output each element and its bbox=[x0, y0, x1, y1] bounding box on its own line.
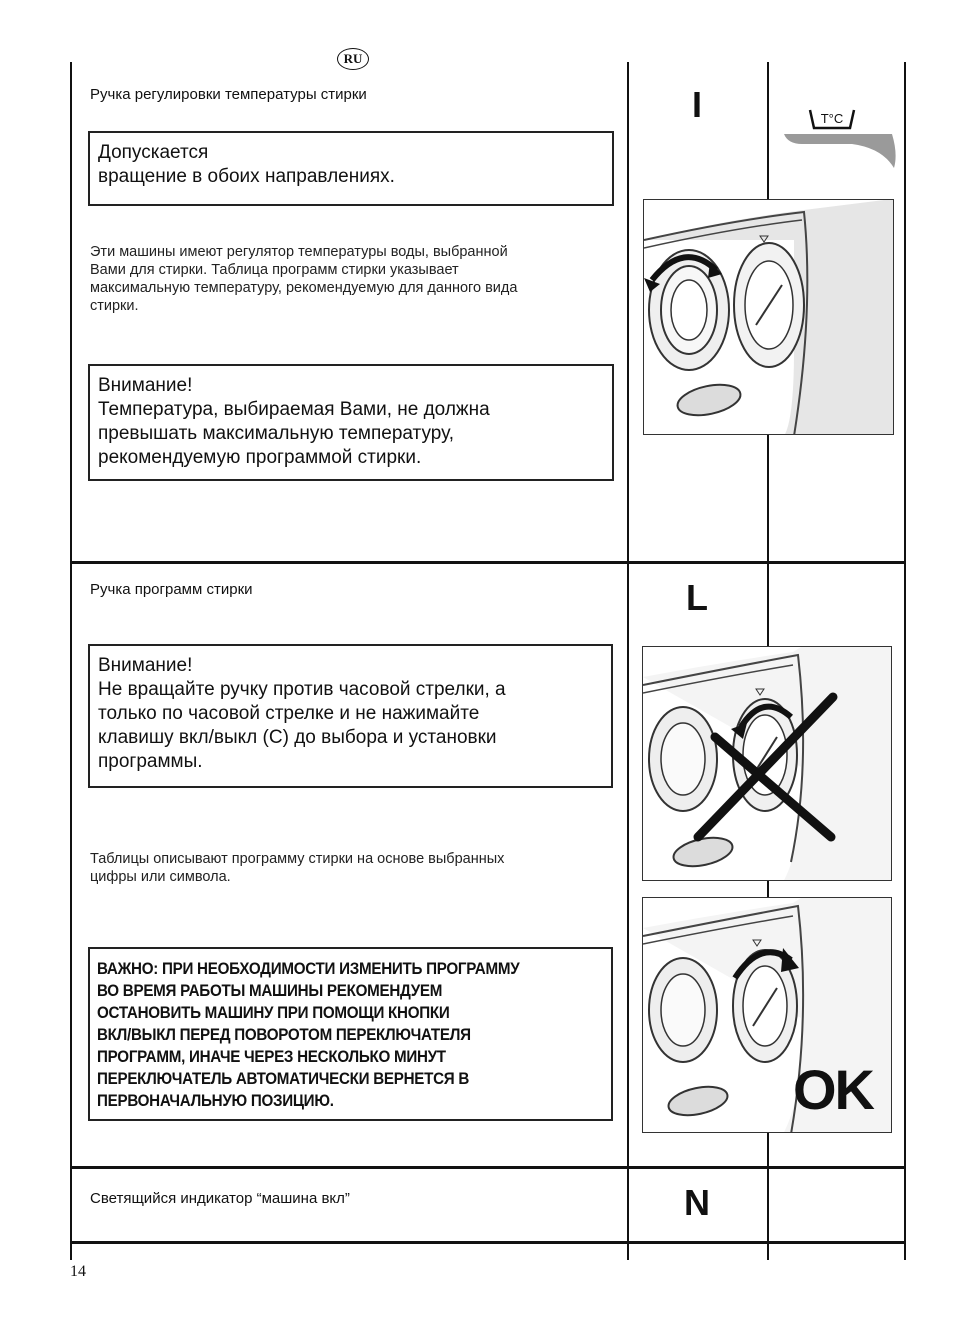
important-line: ПЕРЕКЛЮЧАТЕЛЬ АВТОМАТИЧЕСКИ ВЕРНЕТСЯ В bbox=[97, 1070, 470, 1088]
text-line: Таблицы описывают программу стирки на основе выбранных bbox=[90, 851, 505, 867]
rotation-note-box bbox=[88, 131, 614, 206]
warning-line: только по часовой стрелке и не нажимайте bbox=[98, 703, 480, 724]
warning-line: Не вращайте ручку против часовой стрелки, а bbox=[98, 679, 506, 700]
temperature-description bbox=[90, 243, 615, 315]
important-text bbox=[97, 958, 563, 1112]
important-box bbox=[88, 947, 613, 1121]
indicator-letter: N bbox=[684, 1182, 710, 1223]
note-line: вращение в обоих направлениях. bbox=[98, 166, 395, 187]
text-line: максимальную температуру, рекомендуемую для данного вида bbox=[90, 280, 518, 296]
ok-label: OK bbox=[793, 1058, 873, 1121]
section-divider-1 bbox=[70, 561, 906, 564]
program-section-title: Ручка программ стирки bbox=[90, 581, 253, 598]
warning-line: превышать максимальную температуру, bbox=[98, 423, 454, 444]
column-divider-1 bbox=[627, 62, 629, 1260]
program-description bbox=[90, 850, 615, 886]
temperature-symbol-icon bbox=[782, 104, 898, 170]
important-line: ОСТАНОВИТЬ МАШИНУ ПРИ ПОМОЩИ КНОПКИ bbox=[97, 1004, 450, 1022]
important-line: ВО ВРЕМЯ РАБОТЫ МАШИНЫ РЕКОМЕНДУЕМ bbox=[97, 982, 443, 1000]
warning-line: Температура, выбираемая Вами, не должна bbox=[98, 399, 490, 420]
warning-line: клавишу вкл/выкл (С) до выбора и установки bbox=[98, 727, 497, 748]
program-knob-wrong-illustration bbox=[642, 646, 892, 881]
important-line: ВКЛ/ВЫКЛ ПЕРЕД ПОВОРОТОМ ПЕРЕКЛЮЧАТЕЛЯ bbox=[97, 1026, 471, 1044]
right-border bbox=[904, 62, 906, 1260]
text-line: стирки. bbox=[90, 298, 139, 314]
page-number: 14 bbox=[70, 1263, 86, 1280]
temperature-section-title: Ручка регулировки температуры стирки bbox=[90, 86, 367, 103]
section-divider-3 bbox=[70, 1241, 906, 1244]
temperature-warning-box bbox=[88, 364, 614, 481]
left-border bbox=[70, 62, 72, 1260]
program-letter: L bbox=[686, 577, 708, 618]
text-line: цифры или символа. bbox=[90, 869, 231, 885]
temperature-knob-illustration bbox=[643, 199, 894, 435]
warning-line: Внимание! bbox=[98, 375, 193, 396]
warning-line: программы. bbox=[98, 751, 203, 772]
note-line: Допускается bbox=[98, 142, 209, 163]
section-divider-2 bbox=[70, 1166, 906, 1169]
text-line: Вами для стирки. Таблица программ стирки указывает bbox=[90, 262, 459, 278]
warning-line: Внимание! bbox=[98, 655, 193, 676]
important-line: ПРОГРАММ, ИНАЧЕ ЧЕРЕЗ НЕСКОЛЬКО МИНУТ bbox=[97, 1048, 446, 1066]
important-line: ВАЖНО: ПРИ НЕОБХОДИМОСТИ ИЗМЕНИТЬ ПРОГРАММУ bbox=[97, 960, 520, 978]
temperature-letter: I bbox=[691, 84, 702, 125]
program-knob-ok-illustration bbox=[642, 897, 892, 1133]
text-line: Эти машины имеют регулятор температуры воды, выбранной bbox=[90, 244, 508, 260]
important-line: ПЕРВОНАЧАЛЬНУЮ ПОЗИЦИЮ. bbox=[97, 1092, 334, 1110]
symbol-label: T°C bbox=[820, 111, 844, 126]
indicator-section-title: Светящийся индикатор “машина вкл” bbox=[90, 1190, 350, 1207]
warning-line: рекомендуемую программой стирки. bbox=[98, 447, 422, 468]
language-badge: RU bbox=[337, 48, 369, 70]
program-warning-box bbox=[88, 644, 613, 788]
